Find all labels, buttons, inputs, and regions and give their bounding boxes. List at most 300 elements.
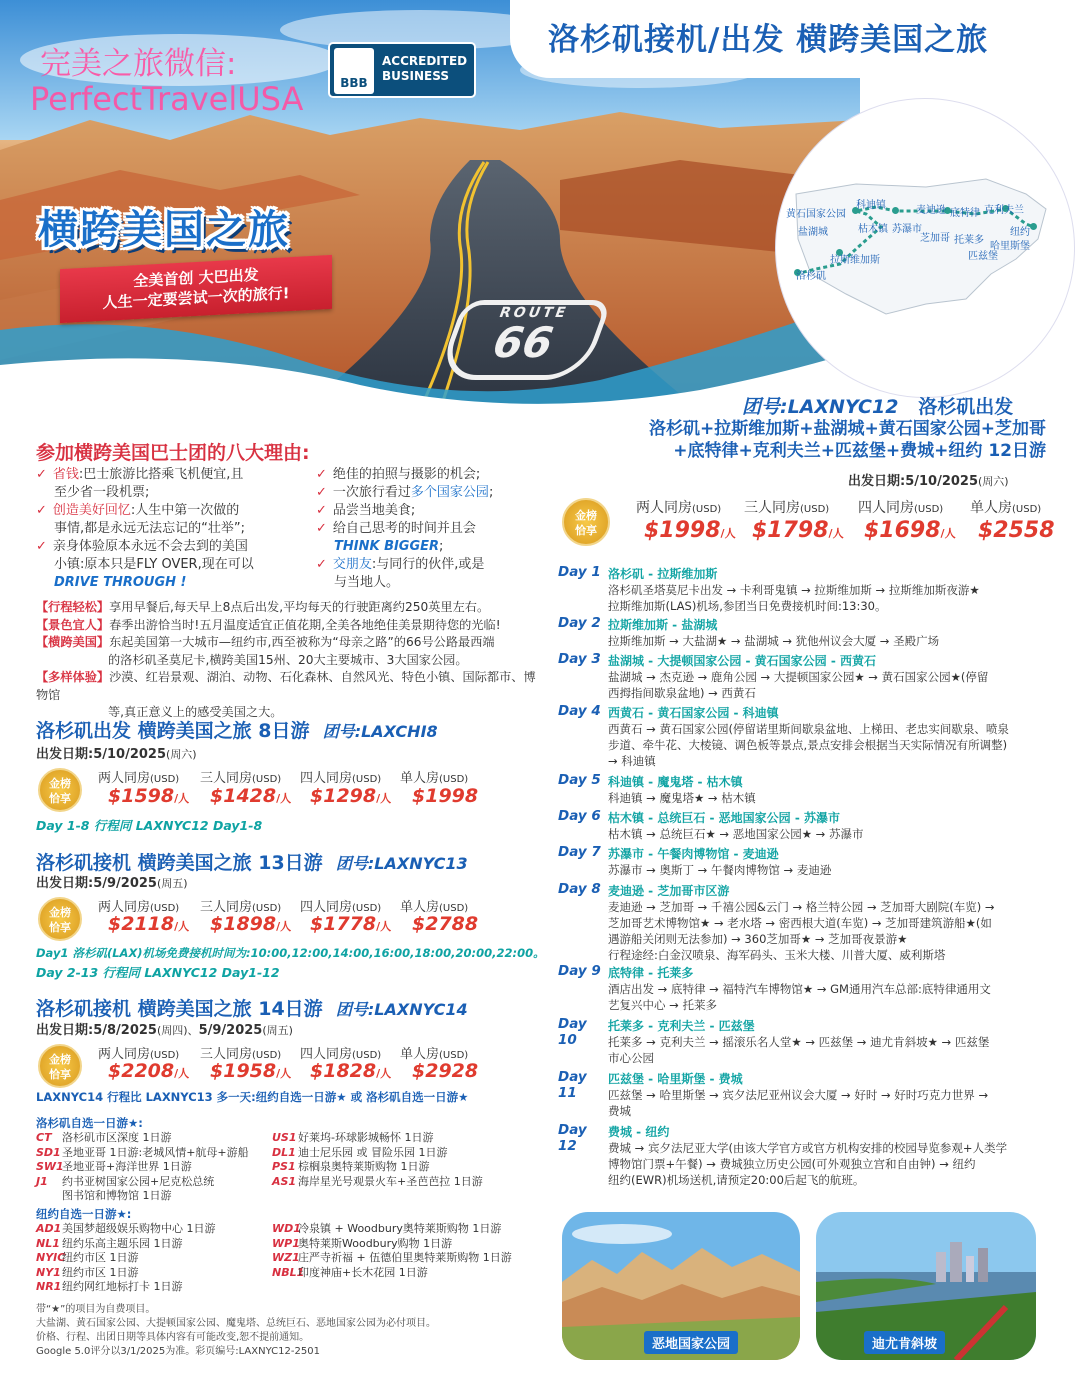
price-value bbox=[108, 1060, 189, 1082]
option-item bbox=[272, 1222, 542, 1237]
option-text: 纽约市区 1日游 bbox=[62, 1265, 139, 1279]
price-value bbox=[108, 913, 189, 935]
tour-name: 洛杉矶接机 横跨美国之旅 13日游 bbox=[36, 852, 323, 874]
reason-item bbox=[316, 556, 516, 574]
price-value bbox=[310, 785, 391, 807]
price-head bbox=[300, 767, 381, 786]
price-value bbox=[864, 518, 956, 543]
detail-line: 匹兹堡 → 哈里斯堡 → 宾夕法尼亚州议会大厦 → 好时 → 好时巧克力世界 → bbox=[608, 1088, 989, 1102]
option-text: 圣地亚哥+海洋世界 1日游 bbox=[62, 1160, 192, 1173]
map-city: 科迪镇 bbox=[856, 200, 886, 211]
date-text: 出发日期:5/8/2025 bbox=[36, 1023, 157, 1038]
per-person: /人 bbox=[940, 527, 956, 540]
per-person: /人 bbox=[376, 1067, 392, 1080]
route-line2: +底特律+克利夫兰+匹兹堡+费城+纽约 12日游 bbox=[673, 441, 1046, 461]
tour-date bbox=[36, 872, 188, 891]
reason-item bbox=[316, 520, 516, 538]
option-item bbox=[272, 1131, 532, 1146]
reason-text: 事情,都是永远无法忘记的“壮举”; bbox=[54, 521, 245, 536]
day-title: 底特律 - 托莱多 bbox=[608, 966, 694, 980]
price: $1598 bbox=[108, 785, 175, 807]
detail-line: 纽约(EWR)机场送机,请预定20:00后起飞的航班。 bbox=[608, 1173, 865, 1187]
option-code: WP1 bbox=[272, 1236, 300, 1250]
option-text: 美国梦超级娱乐购物中心 1日游 bbox=[62, 1222, 216, 1235]
day-number: Day 6 bbox=[558, 808, 601, 824]
day-title: 托莱多 - 克利夫兰 - 匹兹堡 bbox=[608, 1019, 755, 1033]
highlights bbox=[36, 599, 536, 722]
option-text: 纽约市区 1日游 bbox=[62, 1251, 139, 1264]
price-head-label: 单人房 bbox=[970, 500, 1012, 516]
price-head-label: 单人房 bbox=[400, 771, 440, 786]
itinerary-day bbox=[558, 703, 1048, 771]
currency: (USD) bbox=[800, 504, 830, 515]
option-code: NBL1 bbox=[272, 1265, 305, 1279]
bbb-accredited-badge bbox=[328, 42, 476, 98]
reason-text: 亲身体验原本永远不会去到的美国 bbox=[52, 539, 248, 554]
reason-text: DRIVE THROUGH ! bbox=[54, 575, 187, 590]
gold-badge-icon bbox=[38, 897, 82, 941]
departure-label: 洛杉矶出发 bbox=[918, 396, 1014, 418]
detail-line: 科迪镇 → 魔鬼塔★ → 枯木镇 bbox=[608, 791, 756, 805]
detail-line: 拉斯维加斯(LAS)机场,参团当日免费接机时间:13:30。 bbox=[608, 599, 887, 613]
itinerary-day bbox=[558, 844, 1048, 880]
map-city: 底特律 bbox=[950, 208, 980, 219]
price: $1778 bbox=[310, 913, 377, 935]
detail-line: 步道、牵牛花、大棱镜、调色板等景点,景点安排会根据当天实际情况有所调整) bbox=[608, 738, 1008, 752]
price-head-label: 四人同房 bbox=[300, 771, 353, 786]
detail-line: → 科迪镇 bbox=[608, 754, 656, 768]
highlight-text: 的洛杉矶圣莫尼卡,横跨美国15州、20大主要城市、3大国家公园。 bbox=[108, 652, 468, 667]
price: $1298 bbox=[310, 785, 377, 807]
day-detail bbox=[608, 981, 1048, 1013]
price-head-label: 三人同房 bbox=[200, 900, 253, 915]
day-number: Day 8 bbox=[558, 881, 601, 897]
price-value bbox=[108, 785, 189, 807]
price: $1428 bbox=[210, 785, 277, 807]
option-code: AS1 bbox=[272, 1174, 297, 1188]
footnotes bbox=[36, 1303, 516, 1359]
badge-line1: 金榜 bbox=[575, 509, 597, 522]
highlight-item bbox=[36, 599, 536, 617]
reason-text: :与同行的伙伴,或是 bbox=[371, 557, 485, 572]
price-value: $1998 bbox=[412, 785, 479, 807]
highlight-item bbox=[36, 617, 536, 635]
reason-item bbox=[316, 466, 516, 484]
route-sign-number: 66 bbox=[484, 318, 562, 367]
badge-line1: 金榜 bbox=[49, 906, 71, 919]
itinerary-day bbox=[558, 772, 1048, 808]
currency: (USD) bbox=[1012, 504, 1042, 515]
tour-title bbox=[36, 848, 468, 875]
option-code: NYIC bbox=[36, 1251, 66, 1264]
price-value bbox=[310, 913, 391, 935]
map-city: 芝加哥 bbox=[920, 233, 950, 244]
option-item bbox=[36, 1237, 276, 1252]
price-value bbox=[210, 913, 291, 935]
check-icon: ✓ bbox=[36, 539, 47, 554]
highlight-text: 东起美国第一大城市—纽约市,西至被称为“母亲之路”的66号公路最西端 bbox=[109, 635, 495, 649]
gold-badge-icon bbox=[38, 1044, 82, 1088]
price-head bbox=[970, 497, 1041, 517]
option-item bbox=[272, 1160, 532, 1175]
itinerary-day bbox=[558, 881, 1048, 965]
per-person: /人 bbox=[174, 1067, 190, 1080]
map-dot bbox=[892, 207, 899, 214]
day-detail bbox=[608, 862, 1048, 878]
detail-line: 苏瀑市 → 奥斯丁 → 午餐肉博物馆 → 麦迪逊 bbox=[608, 863, 832, 877]
detail-line: 费城 bbox=[608, 1104, 631, 1118]
currency: (USD) bbox=[150, 903, 180, 914]
per-person: /人 bbox=[276, 920, 292, 933]
map-dot bbox=[1030, 223, 1037, 230]
reason-key: 交朋友 bbox=[332, 557, 372, 572]
highlight-item bbox=[36, 634, 536, 652]
reason-item bbox=[36, 538, 316, 556]
tour-note: Day 2-13 行程同 LAXNYC12 Day1-12 bbox=[36, 965, 280, 980]
footnote: Google 5.0评分以3/1/2025为准。彩页编号:LAXNYC12-2501 bbox=[36, 1346, 320, 1357]
option-code: CT bbox=[36, 1131, 52, 1144]
option-item bbox=[36, 1222, 276, 1237]
day-detail bbox=[608, 721, 1048, 769]
map-city: 苏瀑市 bbox=[892, 224, 922, 235]
reason-key: 多个国家公园 bbox=[410, 485, 489, 500]
us-map-outline bbox=[776, 99, 1075, 398]
price-head bbox=[744, 497, 829, 517]
price: $1998 bbox=[644, 518, 721, 543]
detail-line: 麦迪逊 → 芝加哥 → 千禧公园&云门 → 格兰特公园 → 芝加哥大剧院(车览) → bbox=[608, 900, 995, 914]
option-item bbox=[272, 1237, 542, 1252]
tour-group: 团号:LAXNYC13 bbox=[335, 854, 468, 873]
option-code: NL1 bbox=[36, 1236, 60, 1250]
price-head bbox=[636, 497, 721, 517]
tour-group: 团号:LAXCHI8 bbox=[322, 722, 438, 741]
reason-text: :人生中第一次做的 bbox=[130, 503, 240, 518]
highlight-item bbox=[36, 669, 536, 704]
option-item bbox=[36, 1146, 276, 1161]
reasons-right bbox=[316, 466, 516, 592]
currency: (USD) bbox=[439, 903, 469, 914]
bbb-line2: BUSINESS bbox=[382, 69, 449, 83]
option-item bbox=[36, 1131, 276, 1146]
option-code: SD1 bbox=[36, 1145, 61, 1159]
highlight-key: 【多样体验】 bbox=[36, 670, 110, 684]
detail-line: 博物馆门票+午餐) → 费城独立历史公园(可外观独立宫和自由钟) → 纽约 bbox=[608, 1157, 976, 1171]
itinerary-day bbox=[558, 808, 1048, 844]
ny-options-title: 纽约自选一日游★: bbox=[36, 1207, 132, 1221]
gold-badge-icon bbox=[38, 768, 82, 812]
reason-item bbox=[36, 502, 316, 520]
detail-line: 行程途经:白金汉喷泉、海军码头、玉米大楼、川普大厦、威利斯塔 bbox=[608, 948, 946, 962]
day-title: 匹兹堡 - 哈里斯堡 - 费城 bbox=[608, 1072, 743, 1086]
option-item bbox=[36, 1266, 276, 1281]
itinerary-day bbox=[558, 963, 1048, 1015]
price-head-label: 三人同房 bbox=[744, 500, 800, 516]
photo-caption: 迪尤肯斜坡 bbox=[864, 1331, 945, 1354]
option-item bbox=[272, 1175, 532, 1190]
option-text: 迪士尼乐园 或 冒险乐园 1日游 bbox=[298, 1145, 448, 1159]
price-head-label: 四人同房 bbox=[300, 900, 353, 915]
price-head-label: 单人房 bbox=[400, 900, 440, 915]
price-head-label: 三人同房 bbox=[200, 771, 253, 786]
detail-line: 艺复兴中心 → 托莱多 bbox=[608, 998, 717, 1012]
per-person: /人 bbox=[720, 527, 736, 540]
price-head bbox=[858, 497, 943, 517]
badge-line2: 恰享 bbox=[49, 792, 71, 805]
map-city: 匹兹堡 bbox=[968, 251, 998, 262]
map-city: 麦迪逊 bbox=[916, 205, 946, 216]
footnote: 大盐湖、黄石国家公园、大提顿国家公园、魔鬼塔、总统巨石、恶地国家公园为必付项目。 bbox=[36, 1318, 436, 1329]
option-item bbox=[36, 1251, 276, 1266]
badge-line1: 金榜 bbox=[49, 1053, 71, 1066]
price: $1798 bbox=[752, 518, 829, 543]
check-icon: ✓ bbox=[36, 467, 47, 482]
map-city: 纽约 bbox=[1010, 227, 1030, 238]
map-city: 黄石国家公园 bbox=[786, 209, 846, 220]
price-value: $2928 bbox=[412, 1060, 479, 1082]
reason-text: THINK BIGGER bbox=[334, 539, 440, 554]
currency: (USD) bbox=[439, 1050, 469, 1061]
gold-badge-icon bbox=[562, 498, 610, 546]
itinerary-day bbox=[558, 1069, 1048, 1121]
reason-text: ; bbox=[439, 539, 444, 554]
highlight-text: 春季出游恰当时!五月温度适宜正值花期,全美各地绝佳美景期待您的光临! bbox=[109, 617, 501, 632]
reason-text: 给自己思考的时间并且会 bbox=[332, 521, 476, 536]
date-sub: (周六) bbox=[166, 748, 197, 761]
check-icon: ✓ bbox=[316, 521, 327, 536]
day-number: Day 10 bbox=[558, 1016, 587, 1048]
option-code: J1 bbox=[36, 1174, 48, 1188]
map-city: 克利夫兰 bbox=[984, 205, 1024, 216]
currency: (USD) bbox=[252, 1050, 282, 1061]
check-icon: ✓ bbox=[316, 557, 327, 572]
itinerary-day bbox=[558, 651, 1048, 703]
price-head-label: 两人同房 bbox=[636, 500, 692, 516]
option-text: 棕榈泉奥特莱斯购物 1日游 bbox=[298, 1160, 430, 1173]
bbb-line1: ACCREDITED bbox=[382, 54, 468, 68]
price: $2118 bbox=[108, 913, 175, 935]
option-text: 庄严寺祈福 + 伍德伯里奥特莱斯购物 1日游 bbox=[298, 1251, 512, 1264]
route-sign-top: ROUTE bbox=[496, 305, 571, 321]
price-head-label: 单人房 bbox=[400, 1047, 440, 1062]
map-city: 拉斯维加斯 bbox=[830, 255, 880, 266]
option-text: 约书亚树国家公园+尼克松总统 bbox=[62, 1174, 215, 1188]
day-title: 洛杉矶 - 拉斯维加斯 bbox=[608, 567, 718, 581]
highlight-key: 【行程轻松】 bbox=[36, 600, 110, 614]
tour-name: 洛杉矶接机 横跨美国之旅 14日游 bbox=[36, 998, 323, 1020]
itinerary-day bbox=[558, 1016, 1048, 1068]
watermark-line2: PerfectTravelUSA bbox=[30, 80, 304, 118]
main-tour-route bbox=[560, 418, 1046, 462]
day-number: Day 12 bbox=[558, 1122, 587, 1154]
reason-text: 品尝当地美食; bbox=[332, 503, 416, 518]
highlight-key: 【景色宜人】 bbox=[36, 617, 110, 632]
detail-line: 市心公园 bbox=[608, 1051, 654, 1065]
reason-text: 一次旅行看过 bbox=[332, 485, 411, 500]
price-value bbox=[210, 785, 291, 807]
reason-text: :巴士旅游比搭乘飞机便宜,且 bbox=[78, 467, 244, 482]
per-person: /人 bbox=[276, 1067, 292, 1080]
map-city: 枯木镇 bbox=[858, 224, 888, 235]
day-number: Day 4 bbox=[558, 703, 601, 719]
ny-options-left bbox=[36, 1222, 276, 1295]
hero-title: 横跨美国之旅 bbox=[38, 207, 290, 253]
option-code: NY1 bbox=[36, 1265, 61, 1279]
group-code: 团号:LAXNYC12 bbox=[742, 396, 899, 418]
tour-title bbox=[36, 716, 438, 743]
reason-item bbox=[36, 466, 316, 484]
price: $1698 bbox=[864, 518, 941, 543]
option-code: AD1 bbox=[36, 1222, 62, 1235]
main-tour-date bbox=[848, 470, 1009, 489]
per-person: /人 bbox=[376, 792, 392, 805]
price-head-label: 两人同房 bbox=[98, 771, 151, 786]
day-detail bbox=[608, 582, 1048, 614]
currency: (USD) bbox=[150, 774, 180, 785]
day-detail bbox=[608, 633, 1048, 649]
la-options-right bbox=[272, 1131, 532, 1189]
per-person: /人 bbox=[174, 920, 190, 933]
reason-text: 绝佳的拍照与摄影的机会; bbox=[332, 467, 481, 482]
highlight-text: 等,真正意义上的感受美国之大。 bbox=[108, 705, 283, 719]
date-sub: (周四)、 bbox=[156, 1024, 199, 1037]
price-value: $2788 bbox=[412, 913, 479, 935]
price-value bbox=[310, 1060, 391, 1082]
la-options-left bbox=[36, 1131, 276, 1204]
tour-group: 团号:LAXNYC14 bbox=[335, 1000, 468, 1019]
option-text: 图书馆和博物馆 1日游 bbox=[62, 1189, 172, 1202]
option-code: US1 bbox=[272, 1131, 297, 1144]
date-sub: (周五) bbox=[156, 877, 188, 890]
footnote: 价格、行程、出团日期等具体内容有可能改变,恕不提前通知。 bbox=[36, 1332, 310, 1343]
banner-line2: 人生一定要尝试一次的旅行! bbox=[102, 284, 290, 312]
map-city: 哈里斯堡 bbox=[990, 241, 1030, 252]
option-text: 印度神庙+长木花园 1日游 bbox=[298, 1265, 428, 1279]
price-head-label: 两人同房 bbox=[98, 1047, 151, 1062]
currency: (USD) bbox=[352, 774, 382, 785]
day-number: Day 5 bbox=[558, 772, 601, 788]
day-number: Day 2 bbox=[558, 615, 601, 631]
banner-line1: 全美首创 大巴出发 bbox=[133, 265, 259, 291]
price-head bbox=[200, 767, 281, 786]
day-detail bbox=[608, 1087, 1048, 1119]
date-text: 出发日期:5/10/2025 bbox=[36, 747, 167, 762]
main-tour-group bbox=[742, 392, 1013, 419]
page-title: 洛杉矶接机/出发 横跨美国之旅 bbox=[548, 22, 989, 58]
highlight-key: 【横跨美国】 bbox=[36, 635, 110, 649]
date-text: 5/9/2025 bbox=[198, 1023, 263, 1038]
highlight-text: 享用早餐后,每天早上8点后出发,平均每天的行驶距离约250英里左右。 bbox=[109, 600, 490, 614]
badge-line2: 恰享 bbox=[49, 921, 71, 934]
badge-line2: 恰享 bbox=[575, 524, 597, 537]
day-number: Day 9 bbox=[558, 963, 601, 979]
option-text: 好莱坞-环球影城畅怀 1日游 bbox=[298, 1131, 434, 1144]
currency: (USD) bbox=[252, 903, 282, 914]
tour-note: Day1 洛杉矶(LAX)机场免费接机时间为:10:00,12:00,14:00,16:00,18:00,20:00,22:00。 bbox=[36, 946, 545, 960]
currency: (USD) bbox=[914, 504, 944, 515]
option-text: 奥特莱斯Woodbury购物 1日游 bbox=[298, 1236, 453, 1250]
price-head-label: 两人同房 bbox=[98, 900, 151, 915]
currency: (USD) bbox=[692, 504, 722, 515]
day-number: Day 1 bbox=[558, 564, 601, 580]
day-title: 麦迪逊 - 芝加哥市区游 bbox=[608, 884, 730, 898]
price-head-label: 四人同房 bbox=[300, 1047, 353, 1062]
option-item bbox=[272, 1146, 532, 1161]
option-text: 海岸星光号观景火车+圣芭芭拉 1日游 bbox=[298, 1174, 483, 1188]
check-icon: ✓ bbox=[316, 503, 327, 518]
tour-date bbox=[36, 1019, 293, 1038]
price-value bbox=[210, 1060, 291, 1082]
tour-name: 洛杉矶出发 横跨美国之旅 8日游 bbox=[36, 720, 310, 742]
day-title: 科迪镇 - 魔鬼塔 - 枯木镇 bbox=[608, 775, 743, 789]
price-value: $2558 bbox=[978, 518, 1055, 543]
day-number: Day 7 bbox=[558, 844, 601, 860]
date-sub: (周五) bbox=[262, 1024, 293, 1037]
date-sub: (周六) bbox=[978, 475, 1009, 488]
price: $1898 bbox=[210, 913, 277, 935]
option-item bbox=[272, 1251, 542, 1266]
highlight-text: 沙漠、红岩景观、湖泊、动物、石化森林、自然风光、特色小镇、国际都市、博物馆 bbox=[36, 670, 536, 702]
route-line1: 洛杉矶+拉斯维加斯+盐湖城+黄石国家公园+芝加哥 bbox=[649, 419, 1046, 439]
reason-item bbox=[316, 484, 516, 502]
price-head bbox=[98, 767, 179, 786]
day-detail bbox=[608, 1034, 1048, 1066]
option-code: WD1 bbox=[272, 1222, 301, 1235]
itinerary-day bbox=[558, 1122, 1048, 1190]
option-item bbox=[36, 1160, 276, 1175]
tour-title bbox=[36, 994, 468, 1021]
day-title: 苏瀑市 - 午餐肉博物馆 - 麦迪逊 bbox=[608, 847, 779, 861]
per-person: /人 bbox=[828, 527, 844, 540]
price-head-label: 三人同房 bbox=[200, 1047, 253, 1062]
option-text: 圣地亚哥 1日游:老城风情+航母+游船 bbox=[62, 1145, 249, 1159]
reason-text: 小镇:原本只是FLY OVER,现在可以 bbox=[54, 557, 254, 572]
day-title: 西黄石 - 黄石国家公园 - 科迪镇 bbox=[608, 706, 779, 720]
option-code: SW1 bbox=[36, 1160, 64, 1173]
badge-line1: 金榜 bbox=[49, 777, 71, 790]
detail-line: 芝加哥艺术博物馆★ → 老水塔 → 密西根大道(车览) → 芝加哥建筑游船★(如 bbox=[608, 916, 992, 930]
option-item bbox=[36, 1175, 276, 1190]
date-text: 出发日期:5/9/2025 bbox=[36, 876, 157, 891]
day-detail bbox=[608, 669, 1048, 701]
option-item bbox=[36, 1280, 276, 1295]
currency: (USD) bbox=[352, 903, 382, 914]
day-title: 枯木镇 - 总统巨石 - 恶地国家公园 - 苏瀑市 bbox=[608, 811, 841, 825]
option-text: 冷泉镇 + Woodbury奥特莱斯购物 1日游 bbox=[298, 1222, 502, 1235]
option-code: DL1 bbox=[272, 1145, 296, 1159]
tour-date bbox=[36, 743, 197, 762]
reason-key: 省钱 bbox=[52, 467, 79, 482]
detail-line: 托莱多 → 克利夫兰 → 摇滚乐名人堂★ → 匹兹堡 → 迪尤肯斜坡★ → 匹兹堡 bbox=[608, 1035, 990, 1049]
check-icon: ✓ bbox=[316, 485, 327, 500]
detail-line: 遇游船关闭则无法参加) → 360芝加哥★ → 芝加哥夜景游★ bbox=[608, 932, 908, 946]
option-item bbox=[272, 1266, 542, 1281]
price: $1828 bbox=[310, 1060, 377, 1082]
check-icon: ✓ bbox=[316, 467, 327, 482]
ny-options-right bbox=[272, 1222, 542, 1280]
day-number: Day 11 bbox=[558, 1069, 587, 1101]
reason-text: 与当地人。 bbox=[334, 575, 400, 590]
currency: (USD) bbox=[252, 774, 282, 785]
itinerary-day bbox=[558, 615, 1048, 651]
option-code: NR1 bbox=[36, 1280, 62, 1293]
reason-key: 创造美好回忆 bbox=[52, 503, 131, 518]
footnote: 带“★”的项目为自费项目。 bbox=[36, 1304, 156, 1315]
check-icon: ✓ bbox=[36, 503, 47, 518]
detail-line: 西黄石 → 黄石国家公园(停留诺里斯间歇泉盆地、上梯田、老忠实间歇泉、喷泉 bbox=[608, 722, 1009, 736]
bbb-text bbox=[382, 54, 467, 84]
currency: (USD) bbox=[352, 1050, 382, 1061]
bbb-logo-icon: BBB bbox=[334, 48, 374, 94]
